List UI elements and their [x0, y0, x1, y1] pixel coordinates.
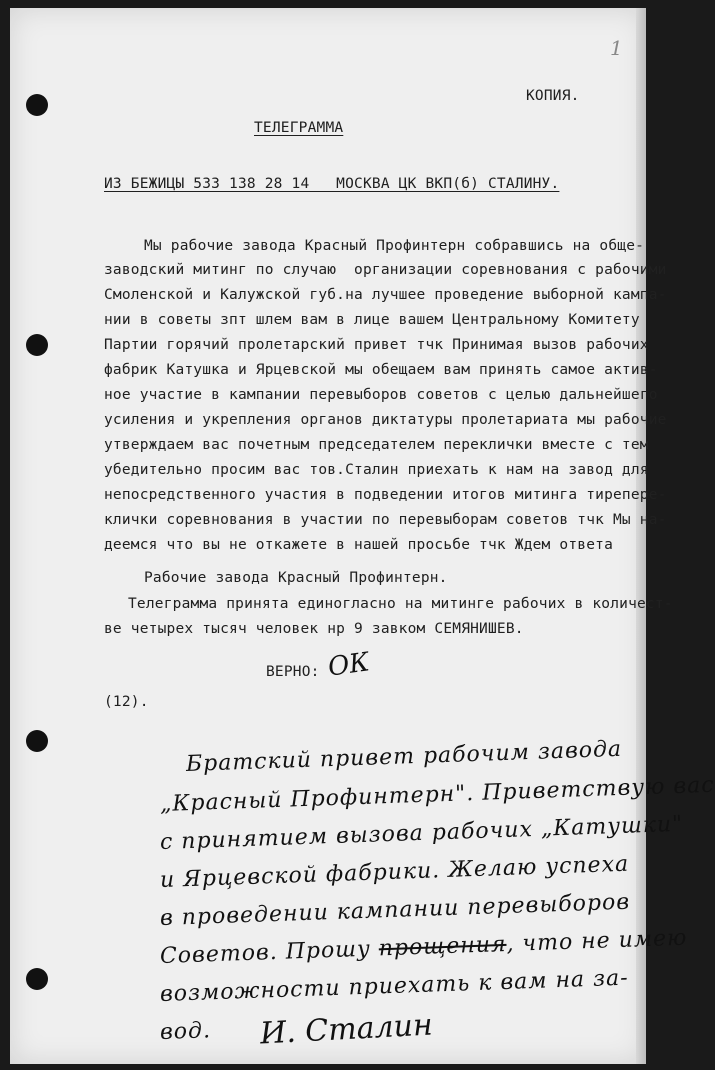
- copy-mark: КОПИЯ.: [526, 88, 580, 104]
- body-line: нии в советы зпт шлем вам в лице вашем Центральному Комитету: [104, 312, 640, 328]
- handwritten-line: [160, 926, 688, 969]
- body-line: клички соревнования в участии по перевыборам советов тчк Мы на-: [104, 512, 667, 528]
- signoff: Рабочие завода Красный Профинтерн.: [144, 570, 448, 586]
- body-line: утверждаем вас почетным председателем переклички вместе с тем: [104, 437, 649, 453]
- note-line: Телеграмма принята единогласно на митинге рабочих в количест-: [128, 596, 673, 612]
- body-line: убедительно просим вас тов.Сталин приехать к нам на завод для: [104, 462, 649, 478]
- page-number: 1: [610, 36, 623, 60]
- body-line: деемся что вы не откажете в нашей просьбе тчк Ждем ответа: [104, 537, 613, 553]
- body-line: ное участие в кампании перевыборов советов с целью дальнейшего: [104, 387, 658, 403]
- body-line: Мы рабочие завода Красный Профинтерн собравшись на обще-: [144, 238, 645, 254]
- handwritten-fragment: Советов. Прошу: [159, 936, 380, 969]
- handwritten-line: Братский привет рабочим завода: [185, 736, 623, 777]
- body-line: фабрик Катушка и Ярцевской мы обещаем вам принять самое актив-: [104, 362, 658, 378]
- body-line: усиления и укрепления органов диктатуры пролетариата мы рабочие: [104, 412, 667, 428]
- handwritten-line: и Ярцевской фабрики. Желаю успеха: [159, 851, 630, 893]
- route-line: ИЗ БЕЖИЦЫ 533 138 28 14 МОСКВА ЦК ВКП(б) СТАЛИНУ.: [104, 176, 560, 192]
- punch-hole: [26, 334, 48, 356]
- verified-initials: ОК: [326, 647, 372, 683]
- reference-number: (12).: [104, 694, 149, 710]
- document-title: ТЕЛЕГРАММА: [254, 120, 344, 136]
- verified-label: ВЕРНО:: [266, 664, 320, 680]
- punch-hole: [26, 968, 48, 990]
- body-line: Смоленской и Калужской губ.на лучшее проведение выборной кампа-: [104, 287, 667, 303]
- punch-hole: [26, 730, 48, 752]
- punch-hole: [26, 94, 48, 116]
- handwritten-line: вод.: [159, 1018, 212, 1045]
- handwritten-line: с принятием вызова рабочих „Катушки": [159, 811, 684, 855]
- handwritten-line: „Красный Профинтерн". Приветствую вас: [159, 772, 715, 817]
- note-line: ве четырех тысяч человек нр 9 завком СЕМЯНИШЕВ.: [104, 621, 524, 637]
- document-page: [10, 8, 715, 1064]
- page-edge-shadow: [636, 8, 646, 1064]
- signature: И. Сталин: [259, 1007, 434, 1052]
- body-line: непосредственного участия в подведении итогов митинга тиреперe-: [104, 487, 667, 503]
- handwritten-line: возможности приехать к вам на за-: [159, 965, 630, 1007]
- body-line: заводский митинг по случаю организации соревнования с рабочими: [104, 262, 667, 278]
- body-line: Партии горячий пролетарский привет тчк Принимая вызов рабочих: [104, 337, 649, 353]
- struck-word: прощения: [378, 931, 507, 962]
- handwritten-fragment: , что не имею: [506, 925, 688, 957]
- handwritten-line: в проведении кампании перевыборов: [159, 889, 631, 931]
